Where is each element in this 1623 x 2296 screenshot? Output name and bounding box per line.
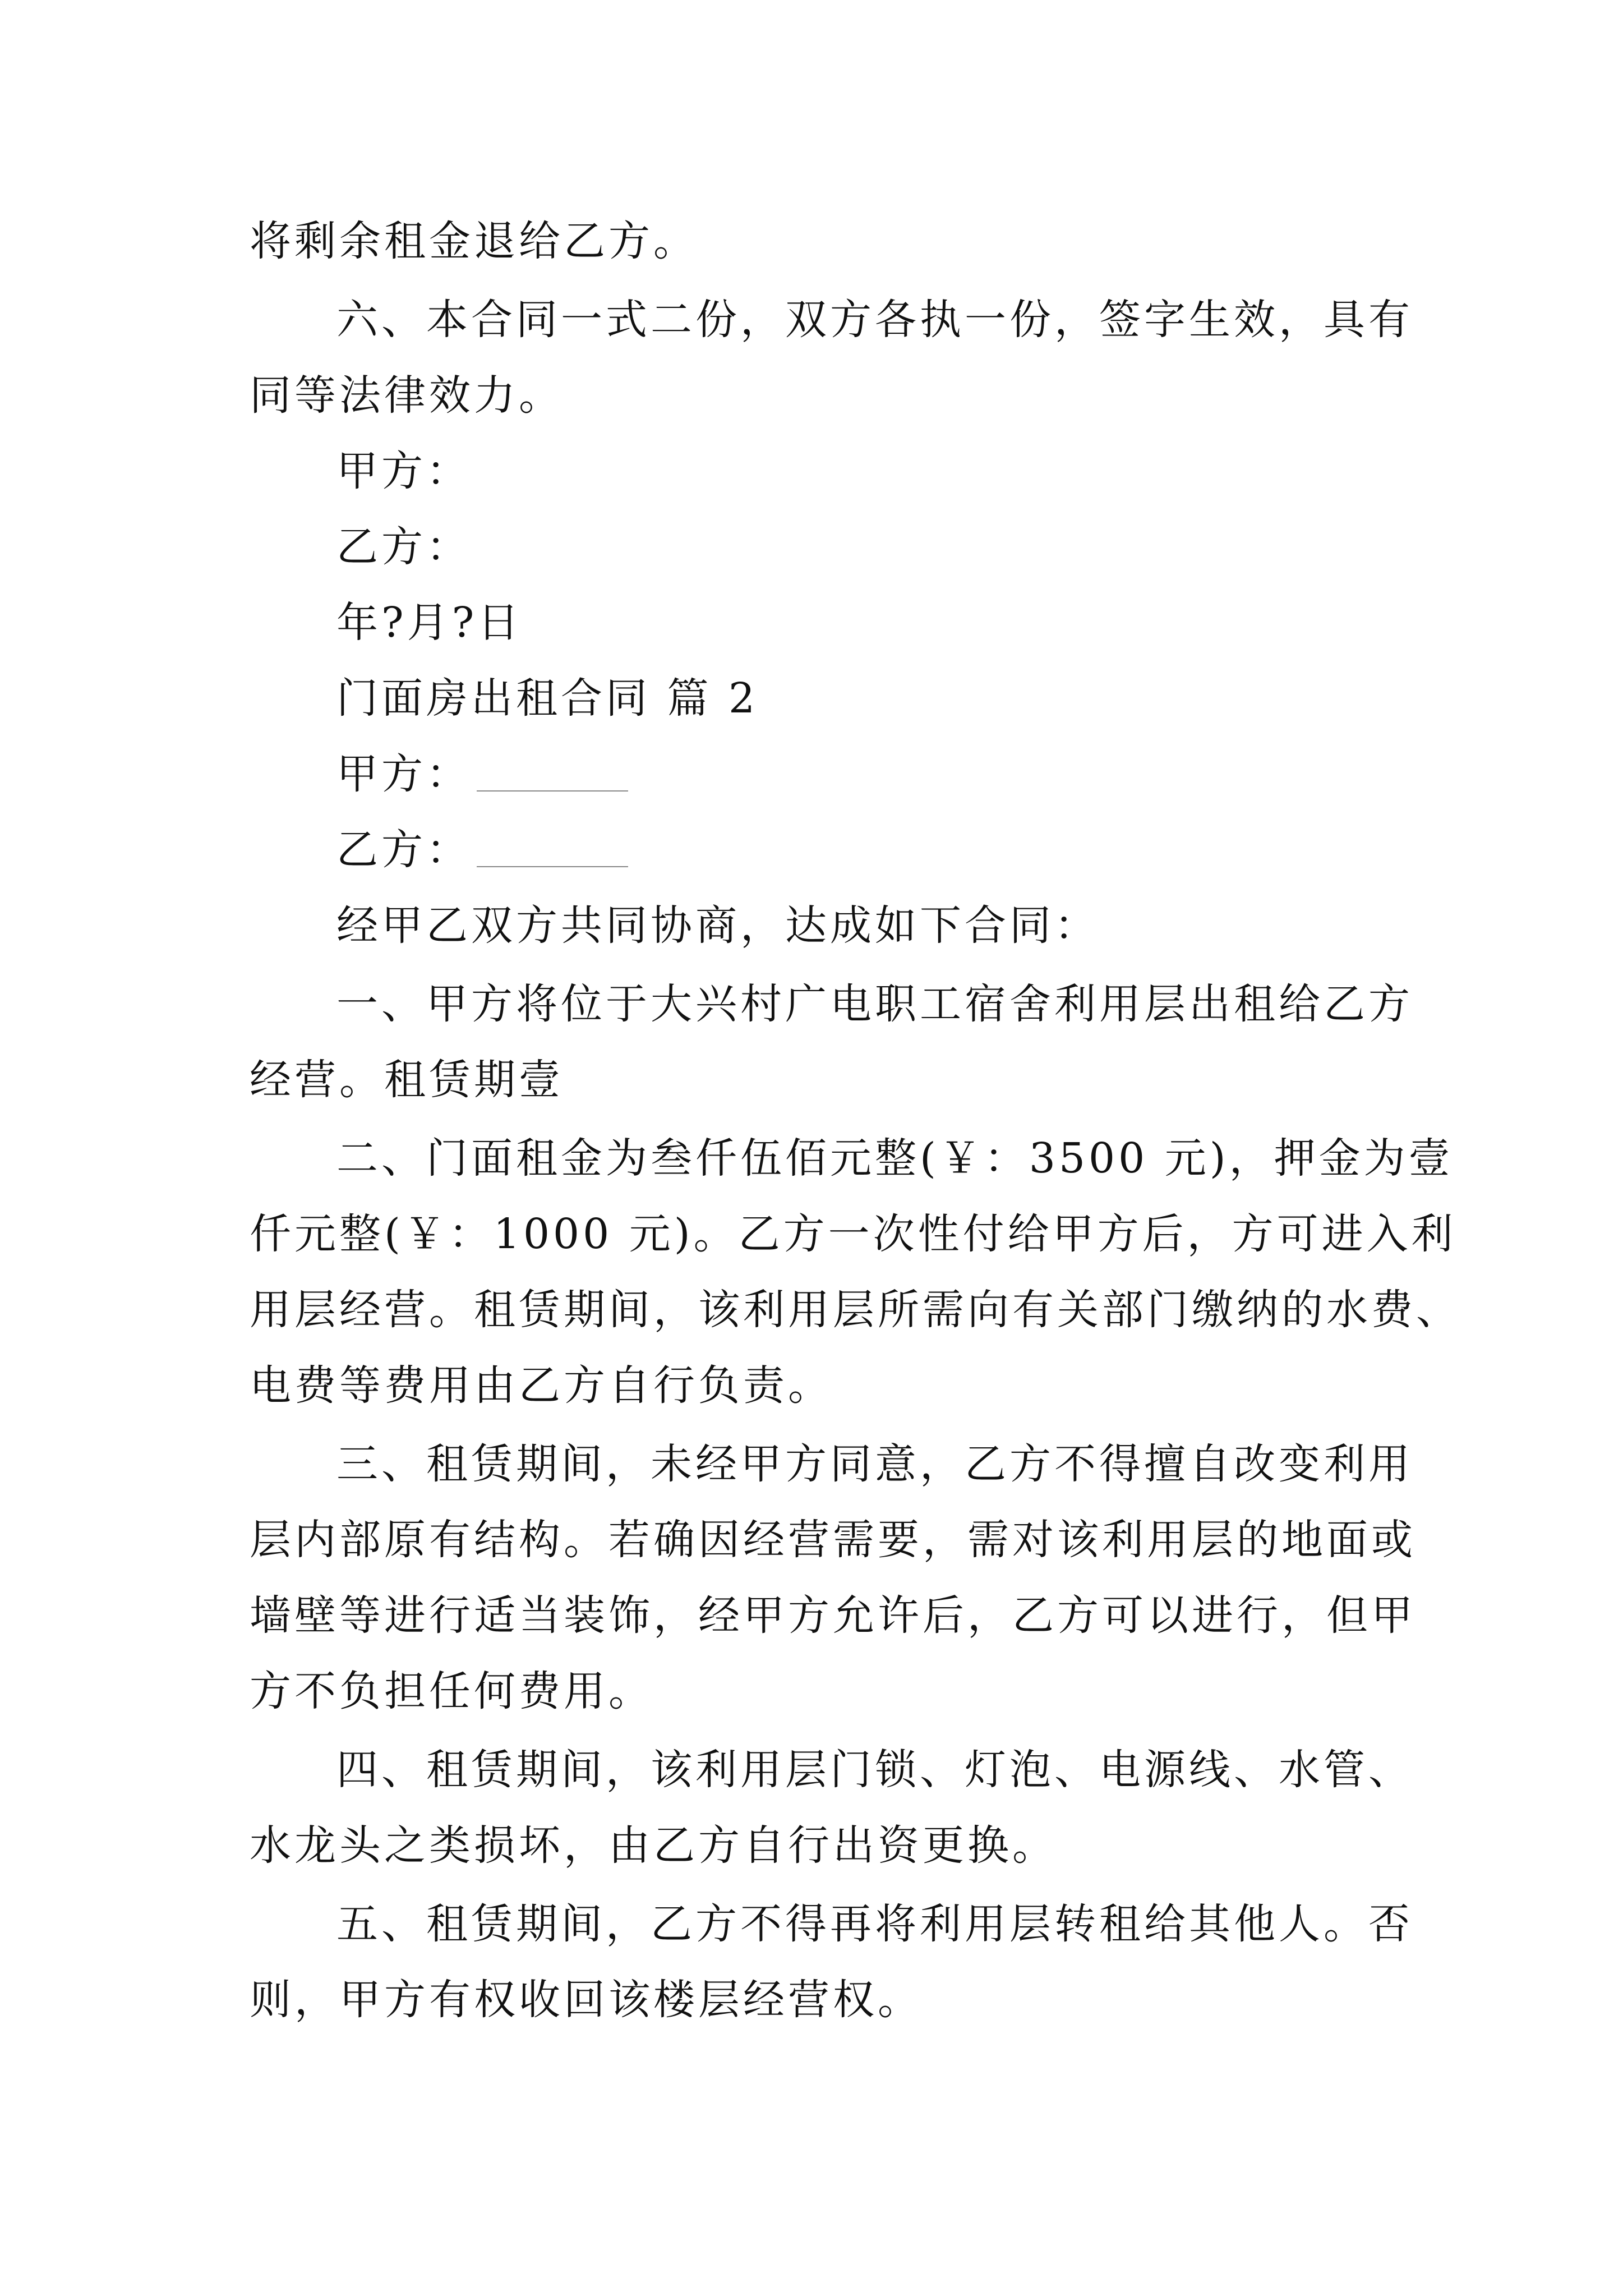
party-a-label: 甲方： [336,447,471,495]
paragraph-line: 方不负担任何费用。 [250,1667,653,1715]
clause-two-line: 二、门面租金为叁仟伍佰元整(￥：3500 元)，押金为壹 [336,1134,1454,1182]
party-b-blank-line [477,866,628,867]
paragraph-line: 墙壁等进行适当装饰，经甲方允许后，乙方可以进行，但甲 [250,1591,1416,1640]
party-b-field [336,822,628,878]
party-b-label: 乙方： [336,826,471,874]
party-a-blank-line [477,790,628,792]
party-a-label: 甲方： [336,750,471,798]
date-line: 年?月?日 [336,599,523,647]
clause-six-line: 六、本合同一式二份，双方各执一份，签字生效，具有 [336,296,1413,344]
party-b-label: 乙方： [336,523,471,571]
paragraph-line: 同等法律效力。 [250,371,564,420]
party-a-field [336,746,628,802]
paragraph-line: 仟元整(￥：1000 元)。乙方一次性付给甲方后，方可进入利 [250,1210,1456,1258]
paragraph-line: 则，甲方有权收回该楼层经营权。 [250,1976,923,2024]
clause-four-line: 四、租赁期间，该利用层门锁、灯泡、电源线、水管、 [336,1746,1413,1794]
paragraph-line: 层内部原有结构。若确因经营需要，需对该利用层的地面或 [250,1516,1416,1564]
paragraph-line: 水龙头之类损坏，由乙方自行出资更换。 [250,1821,1057,1870]
paragraph-line: 电费等费用由乙方自行负责。 [250,1361,833,1410]
clause-one-line: 一、甲方将位于大兴村广电职工宿舍利用层出租给乙方 [336,980,1413,1028]
paragraph-line: 经营。租赁期壹 [250,1056,564,1104]
paragraph-line: 将剩余租金退给乙方。 [250,217,698,265]
clause-three-line: 三、租赁期间，未经甲方同意，乙方不得擅自改变利用 [336,1440,1413,1488]
clause-five-line: 五、租赁期间，乙方不得再将利用层转租给其他人。否 [336,1900,1413,1948]
paragraph-line: 用层经营。租赁期间，该利用层所需向有关部门缴纳的水费、 [250,1286,1461,1334]
section-title: 门面房出租合同 篇 2 [336,674,759,723]
preamble-line: 经甲乙双方共同协商，达成如下合同： [336,901,1099,950]
